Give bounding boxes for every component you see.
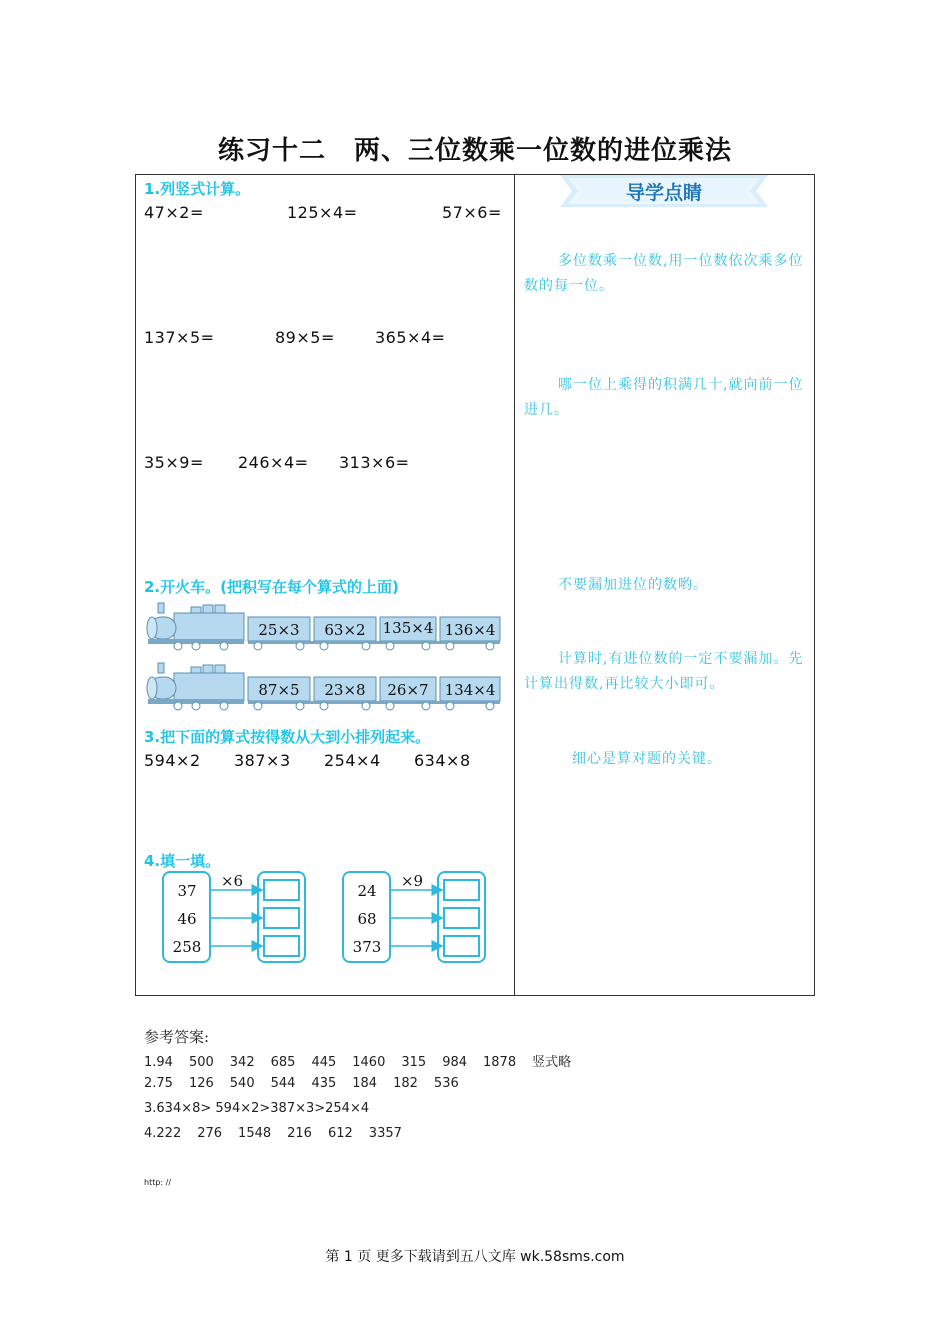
train-car-label: 136×4 (444, 621, 496, 639)
train-car-label: 26×7 (387, 681, 429, 699)
train-car-label: 134×4 (444, 681, 496, 699)
title-part1: 练习十二 (217, 136, 326, 166)
section1-heading: 1.列竖式计算。 (144, 180, 251, 198)
answer-value: 276 (197, 1126, 223, 1141)
answer-value: 182 (393, 1076, 418, 1091)
column-divider (514, 174, 515, 996)
train-1 (147, 603, 500, 650)
input-value: 258 (172, 938, 202, 956)
answer-value: 竖式略 (532, 1055, 572, 1070)
answer-value: 500 (188, 1055, 214, 1070)
answer-value: 4.222 (144, 1126, 182, 1141)
answer-value: 536 (433, 1076, 459, 1091)
operator-label: ×6 (220, 872, 244, 890)
section2-heading: 2.开火车。(把积写在每个算式的上面) (144, 578, 399, 596)
tip-1: 多位数乘一位数,用一位数依次乘多位数的每一位。 (524, 253, 804, 294)
input-value: 46 (177, 910, 197, 928)
answer-value: 540 (229, 1076, 255, 1091)
input-value: 373 (352, 938, 382, 956)
tip-4: 计算时,有进位数的一定不要漏加。先计算出得数,再比较大小即可。 (524, 651, 804, 692)
answer-value: 216 (287, 1126, 312, 1141)
fill-group-1 (163, 872, 305, 962)
expr: 254×4 (324, 751, 381, 770)
answer-value: 1878 (483, 1055, 517, 1070)
answer-value: 1.94 (144, 1055, 173, 1070)
expr: 594×2 (144, 751, 201, 770)
answer-value: 612 (327, 1126, 353, 1141)
fill-in-diagram (158, 866, 498, 968)
expr: 125×4= (287, 203, 358, 222)
train-car-label: 25×3 (258, 621, 300, 639)
expr: 35×9= (144, 453, 204, 472)
tip-2: 哪一位上乘得的积满几十,就向前一位进几。 (524, 377, 804, 418)
answers-row-2 (144, 1076, 475, 1091)
answer-value: 984 (442, 1055, 468, 1070)
answer-value: 435 (311, 1076, 337, 1091)
train-2 (147, 663, 500, 710)
train-illustration (144, 597, 504, 715)
title-part2: 两、三位数乘一位数的进位乘法 (354, 136, 733, 166)
tip-5: 细心是算对题的关键。 (572, 751, 722, 767)
expr: 47×2= (144, 203, 204, 222)
train-car-label: 63×2 (324, 621, 366, 639)
answer-value: 1460 (352, 1055, 386, 1070)
banner-title: 导学点睛 (625, 182, 702, 204)
answers-heading: 参考答案: (144, 1028, 210, 1046)
answer-value: 2.75 (144, 1076, 173, 1091)
answers-row-1 (144, 1051, 587, 1070)
expr: 634×8 (414, 751, 471, 770)
page-title (0, 130, 950, 167)
fill-group-2 (343, 872, 485, 962)
answer-value: 315 (401, 1055, 427, 1070)
answer-value: 342 (229, 1055, 255, 1070)
input-value: 68 (357, 910, 377, 928)
answer-value: 3357 (368, 1126, 402, 1141)
expr: 387×3 (234, 751, 291, 770)
section4-heading: 4.填一填。 (144, 852, 221, 870)
answer-value: 685 (270, 1055, 296, 1070)
expr: 246×4= (238, 453, 309, 472)
answer-value: 184 (352, 1076, 378, 1091)
section3-heading: 3.把下面的算式按得数从大到小排列起来。 (144, 728, 431, 746)
answer-value: 126 (188, 1076, 214, 1091)
answer-value: 1548 (238, 1126, 272, 1141)
train-car-label: 23×8 (324, 681, 366, 699)
expr: 365×4= (375, 328, 446, 347)
page-footer: 第 1 页 更多下载请到五八文库 wk.58sms.com (325, 1249, 625, 1265)
tip-3: 不要漏加进位的数哟。 (558, 577, 708, 593)
expr: 137×5= (144, 328, 215, 347)
operator-label: ×9 (400, 872, 424, 890)
input-value: 37 (177, 882, 197, 900)
train-car-label: 87×5 (258, 681, 300, 699)
answers-row-3: 3.634×8> 594×2>387×3>254×4 (144, 1101, 370, 1116)
input-value: 24 (357, 882, 377, 900)
expr: 57×6= (442, 203, 502, 222)
expr: 313×6= (339, 453, 410, 472)
url-text: http: // (144, 1178, 172, 1187)
answer-value: 445 (311, 1055, 337, 1070)
expr: 89×5= (275, 328, 335, 347)
train-car-label: 135×4 (382, 619, 434, 637)
answer-value: 544 (270, 1076, 296, 1091)
answers-row-4 (144, 1126, 418, 1141)
